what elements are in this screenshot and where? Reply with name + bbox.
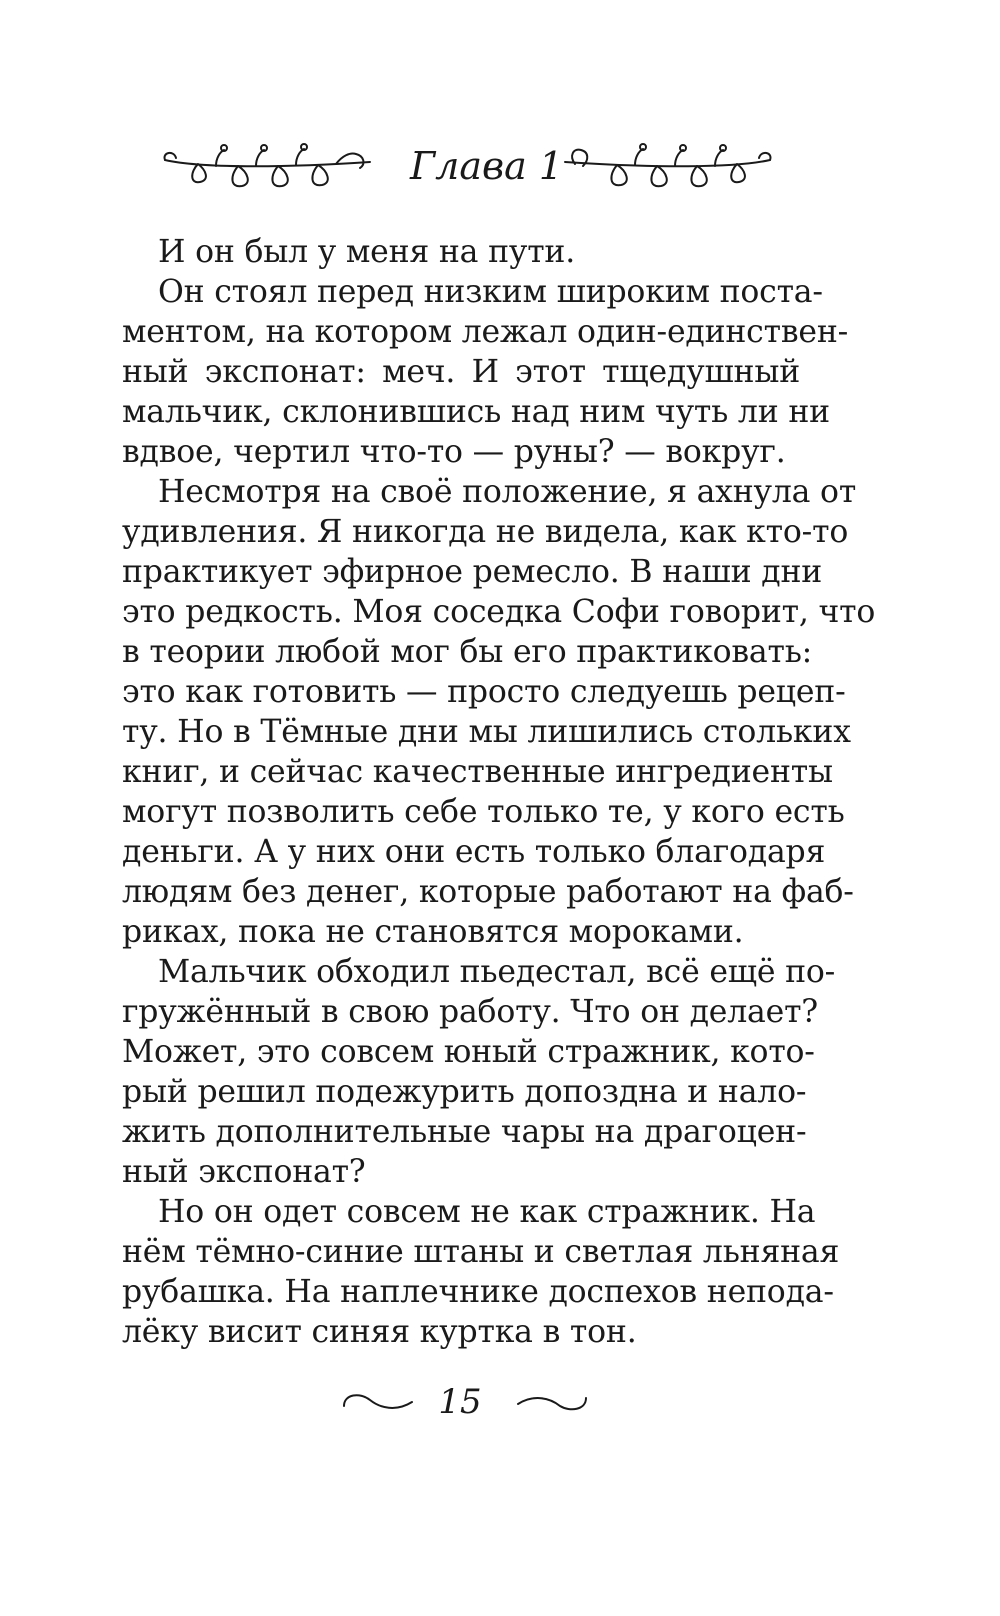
- text-line: Несмотря на своё положение, я ахнула от: [158, 474, 857, 510]
- text-line: И он был у меня на пути.: [158, 234, 576, 270]
- text-line: это редкость. Моя соседка Софи говорит, что: [122, 594, 876, 630]
- swirl-ornament-right-icon: [510, 1388, 590, 1418]
- vine-ornament-right-icon: [555, 138, 775, 208]
- chapter-body-text: [122, 232, 876, 1352]
- swirl-ornament-left-icon: [340, 1388, 420, 1418]
- text-line: лёку висит синяя куртка в тон.: [122, 1314, 637, 1350]
- paragraph-4: [122, 952, 836, 1192]
- paragraph-3: [122, 472, 876, 952]
- text-line: ментом, на котором лежал один-единствен-: [122, 314, 849, 350]
- text-line: удивления. Я никогда не видела, как кто-то: [122, 514, 849, 550]
- text-line: мальчик, склонившись над ним чуть ли ни: [122, 394, 830, 430]
- text-line: ный экспонат: меч. И этот тщедушный: [122, 354, 800, 390]
- paragraph-1: [122, 232, 800, 272]
- text-line: нём тёмно-синие штаны и светлая льняная: [122, 1234, 840, 1270]
- text-line: рубашка. На наплечнике доспехов непода-: [122, 1274, 834, 1310]
- paragraph-2: [122, 272, 849, 472]
- text-line: это как готовить — просто следуешь рецеп-: [122, 674, 846, 710]
- text-line: Он стоял перед низким широким поста-: [158, 274, 823, 310]
- page-number: 15: [438, 1382, 482, 1422]
- text-line: в теории любой мог бы его практиковать:: [122, 634, 813, 670]
- text-line: Но он одет совсем не как стражник. На: [158, 1194, 816, 1230]
- text-line: ный экспонат?: [122, 1154, 366, 1190]
- text-line: ту. Но в Тёмные дни мы лишились стольких: [122, 714, 851, 750]
- vine-ornament-left-icon: [160, 138, 380, 208]
- text-line: могут позволить себе только те, у кого есть: [122, 794, 845, 830]
- page-footer: [330, 1380, 590, 1430]
- paragraph-5: [122, 1192, 840, 1352]
- chapter-title: Глава 1: [410, 144, 564, 188]
- text-line: книг, и сейчас качественные ингредиенты: [122, 754, 833, 790]
- text-line: вдвое, чертил что-то — руны? — вокруг.: [122, 434, 786, 470]
- text-line: Может, это совсем юный стражник, кото-: [122, 1034, 815, 1070]
- chapter-header: [160, 138, 800, 208]
- text-line: жить дополнительные чары на драгоцен-: [122, 1114, 807, 1150]
- text-line: риках, пока не становятся мороками.: [122, 914, 744, 950]
- text-line: Мальчик обходил пьедестал, всё ещё по-: [158, 954, 836, 990]
- text-line: людям без денег, которые работают на фаб-: [122, 874, 854, 910]
- text-line: гружённый в свою работу. Что он делает?: [122, 994, 818, 1030]
- text-line: деньги. А у них они есть только благодаря: [122, 834, 826, 870]
- text-line: практикует эфирное ремесло. В наши дни: [122, 554, 823, 590]
- text-line: рый решил подежурить допоздна и нало-: [122, 1074, 807, 1110]
